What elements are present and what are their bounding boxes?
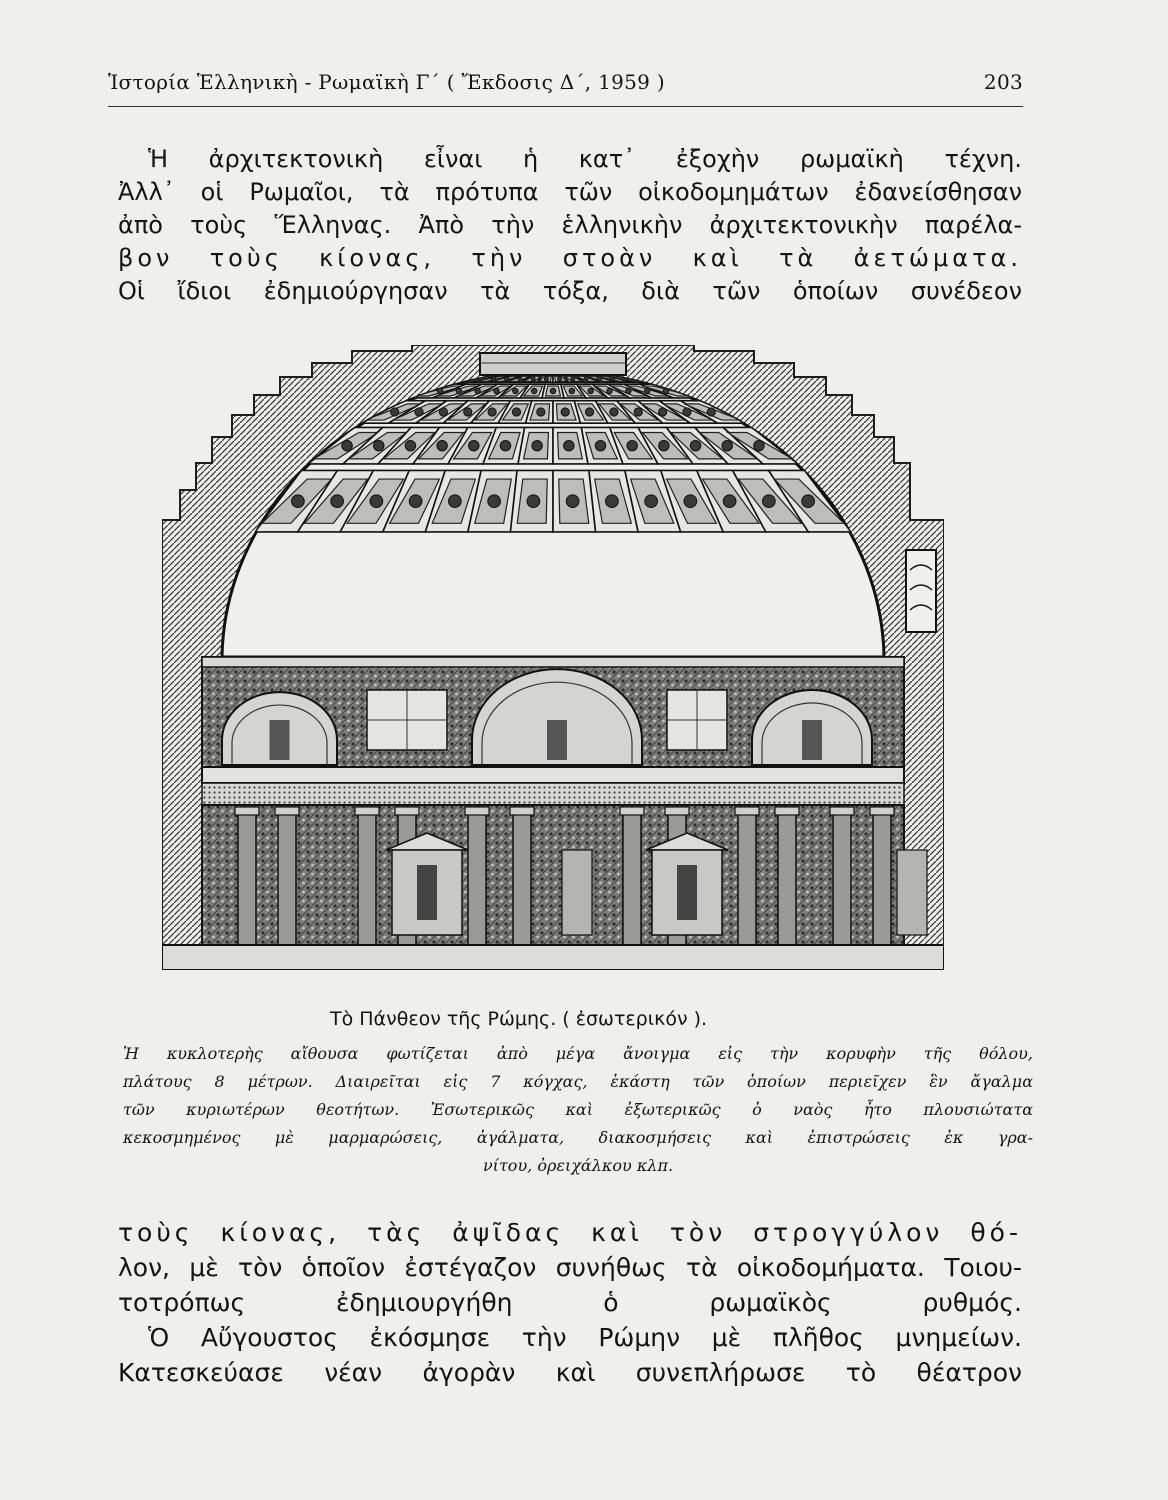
column [513,810,531,945]
coffer-rosette [469,440,479,450]
coffer-rosette [409,495,422,508]
column [238,810,256,945]
aedicule-statue [417,865,437,920]
coffer-rosette [464,408,472,416]
oculus [480,353,626,375]
text-line: Οἱ ἴδιοι ἐδημιούργησαν τὰ τόξα, διὰ τῶν ὁποίων συνέδεον [118,277,1022,305]
column [738,810,756,945]
coffer-rosette [415,408,423,416]
lunette-statue [802,720,822,760]
coffer-rosette [374,440,384,450]
column-capital [870,807,894,815]
coffer-rosette [475,388,480,393]
caption-line: πλάτους 8 μέτρων. Διαιρεῖται εἰς 7 κόγχας, ἑκάστη τῶν ὁποίων περιεῖχεν ἓν ἄγαλμα [123,1072,1033,1091]
coffer-rosette [437,440,447,450]
text-line: βον τοὺς κίονας, τὴν στοὰν καὶ τὰ ἀετώματα. [118,244,1022,272]
figure-caption-title: Τὸ Πάνθεον τῆς Ρώμης. ( ἐσωτερικόν ). [330,1008,708,1030]
coffer-rosette [531,377,535,381]
coffer-rosette [634,408,642,416]
lunette-statue [270,720,290,760]
coffer-rosette [722,440,732,450]
coffer-rosette [627,440,637,450]
column-capital [275,807,299,815]
coffer-rosette [391,408,399,416]
coffer-rosette [439,408,447,416]
text-line: λον, μὲ τὸν ὁποῖον ἐστέγαζον συνήθως τὰ οἰκοδομήματα. Τοιου- [118,1253,1022,1282]
niche-statue [562,850,592,935]
coffer-rosette [571,377,575,381]
coffer-rosette [585,408,593,416]
coffer-rosette [550,388,555,393]
coffer-rosette [488,408,496,416]
pantheon-illustration [162,345,944,970]
lunette-statue [547,720,567,760]
text-line: Κατεσκεύασε νέαν ἀγορὰν καὶ συνεπλήρωσε τὸ θέατρον [118,1358,1022,1387]
coffer-rosette [331,495,344,508]
caption-line: νίτου, ὀρειχάλκου κλπ. [482,1156,674,1175]
coffer-rosette [566,495,579,508]
coffer-rosette [754,440,764,450]
column [358,810,376,945]
coffer-rosette [513,388,518,393]
caption-line: τῶν κυριωτέρων θεοτήτων. Ἐσωτερικῶς καὶ ἐξωτερικῶς ὁ ναὸς ἦτο πλουσιώτατα [123,1100,1033,1119]
coffer-rosette [561,408,569,416]
coffer-rosette [762,495,775,508]
coffer-rosette [606,495,619,508]
coffer-rosette [707,408,715,416]
coffer-rosette [610,408,618,416]
header-rule [108,106,1023,107]
column-capital [510,807,534,815]
coffer-rosette [626,388,631,393]
column-capital [665,807,689,815]
lower-storey [202,805,904,955]
column [468,810,486,945]
coffer-rosette [537,408,545,416]
coffer-rosette [370,495,383,508]
column-capital [465,807,489,815]
coffer-rosette [494,388,499,393]
coffer-rosette [658,408,666,416]
coffer-rosette [292,495,305,508]
aedicule-statue [677,865,697,920]
coffer-rosette [512,408,520,416]
coffer-rosette [527,495,540,508]
coffer-rosette [456,388,461,393]
coffer-rosette [564,440,574,450]
coffer-rosette [645,495,658,508]
column-capital [830,807,854,815]
column [873,810,891,945]
intro-paragraph [118,143,1022,308]
column [623,810,641,945]
caption-line: Ἡ κυκλοτερὴς αἴθουσα φωτίζεται ἀπὸ μέγα ἄνοιγμα εἰς τὴν κορυφὴν τῆς θόλου, [123,1044,1033,1063]
coffer-rosette [607,388,612,393]
coffer-rosette [684,495,697,508]
text-line: Ὁ Αὔγουστος ἐκόσμησε τὴν Ρώμην μὲ πλῆθος μνημείων. [148,1323,1022,1352]
figure-caption-body [123,1040,1033,1180]
coffer-rosette [659,440,669,450]
coffer-rosette [558,377,562,381]
coffer-rosette [723,495,736,508]
column-capital [620,807,644,815]
column-capital [775,807,799,815]
column [778,810,796,945]
coffer-rosette [405,440,415,450]
coffer-rosette [690,440,700,450]
page-number: 203 [983,70,1023,94]
text-line: ἀπὸ τοὺς Ἕλληνας. Ἀπὸ τὴν ἑλληνικὴν ἀρχιτεκτονικὴν παρέλα- [118,211,1022,239]
column-capital [355,807,379,815]
coffer-rosette [644,388,649,393]
continuation-paragraph [118,1215,1022,1390]
coffer-rosette [595,440,605,450]
coffer-rosette [500,440,510,450]
coffer-rosette [683,408,691,416]
coffer-rosette [531,388,536,393]
text-line: Ἡ ἀρχιτεκτονικὴ εἶναι ἡ κατ᾽ ἐξοχὴν ρωμαϊκὴ τέχνη. [148,145,1022,173]
coffer-rosette [802,495,815,508]
coffer-rosette [588,388,593,393]
coffer-rosette [569,388,574,393]
caption-line: κεκοσμημένος μὲ μαρμαρώσεις, ἀγάλματα, διακοσμήσεις καὶ ἐπιστρώσεις ἐκ γρα- [123,1128,1033,1147]
coffer-rosette [449,495,462,508]
column-capital [235,807,259,815]
column [278,810,296,945]
column-capital [735,807,759,815]
exterior-window [906,550,936,632]
text-line: Ἀλλ᾽ οἱ Ρωμαῖοι, τὰ πρότυπα τῶν οἰκοδομημάτων ἐδανείσθησαν [118,178,1022,206]
niche-statue [897,850,927,935]
coffer-rosette [488,495,501,508]
coffer-rosette [544,377,548,381]
column-capital [395,807,419,815]
running-title: Ἱστορία Ἑλληνικὴ - Ρωμαϊκὴ Γ΄ ( Ἔκδοσις Δ΄, 1959 ) [108,70,665,94]
column [833,810,851,945]
text-line: τοτρόπως ἐδημιουργήθη ὁ ρωμαϊκὸς ρυθμός. [118,1288,1022,1317]
coffer-rosette [532,440,542,450]
text-line: τοὺς κίονας, τὰς ἀψῖδας καὶ τὸν στρογγύλον θό- [118,1218,1022,1247]
coffer-rosette [342,440,352,450]
coffer-rosette [518,377,522,381]
